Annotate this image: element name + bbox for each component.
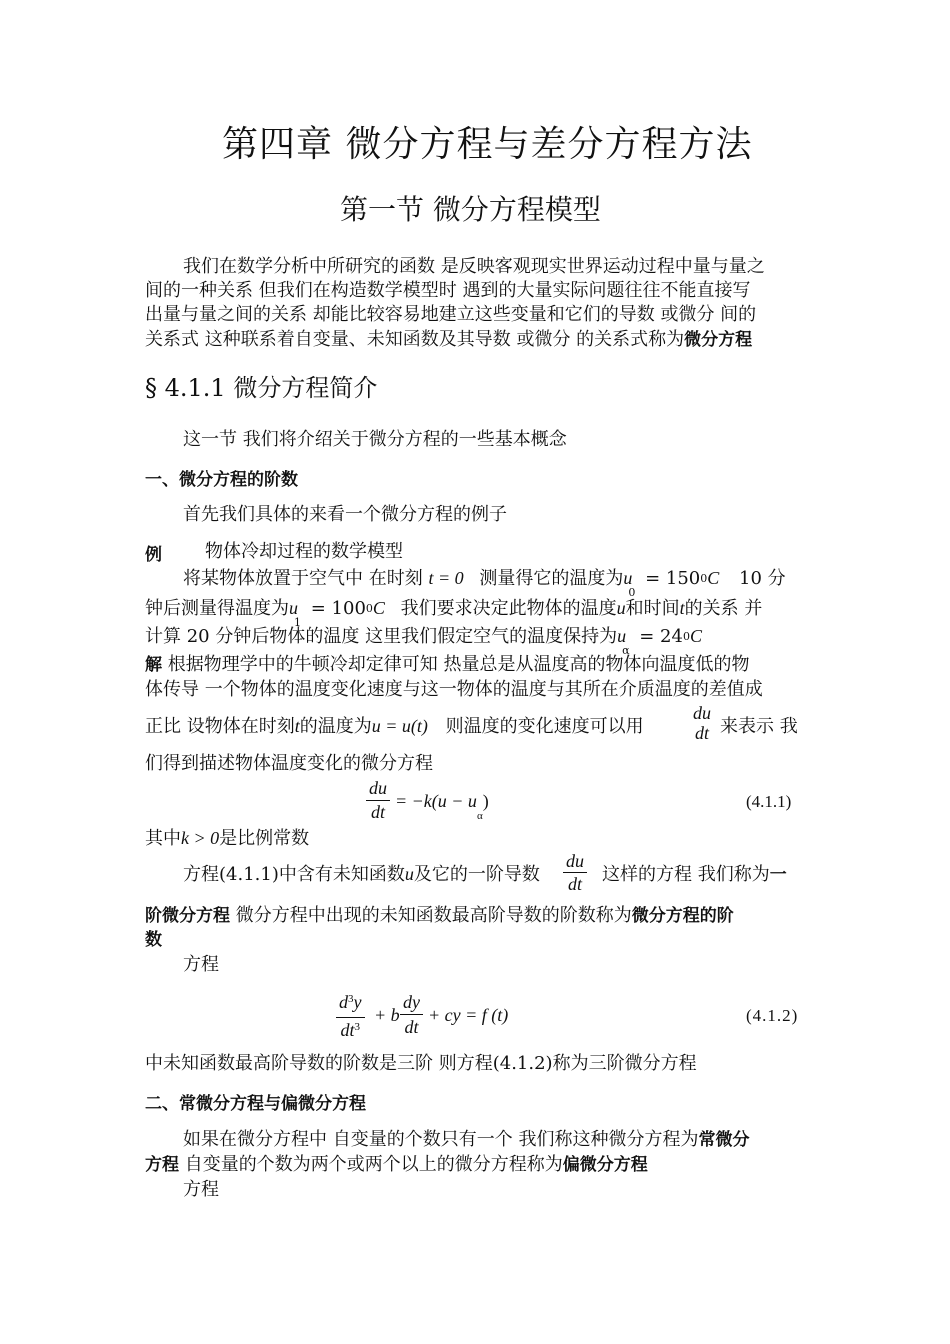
order-line-1-text-a: 方程(4.1.1)中含有未知函数 [183, 864, 405, 885]
intro-line-1: 我们在数学分析中所研究的函数 是反映客观现实世界运动过程中量与量之 [183, 256, 765, 277]
order-line-1-text-b: 及它的一阶导数 [413, 864, 540, 885]
subsection-title: § 4.1.1 微分方程简介 [145, 374, 378, 402]
intro-line-2: 间的一种关系 但我们在构造数学模型时 遇到的大量实际问题往往不能直接写 [145, 280, 751, 301]
solution-line-3-text-b: 的温度为 [299, 716, 372, 737]
formula-t-zero: t = 0 [428, 568, 464, 588]
eq2-label: 方程 [183, 954, 219, 975]
eq1-close-paren: ) [482, 791, 489, 811]
formula-u1-sub: 1 [294, 616, 301, 629]
order-line-2 [145, 903, 734, 929]
eq1-numerator: du [369, 778, 387, 798]
eq1-number: (4.1.1) [746, 792, 792, 811]
fraction-denominator: dt [694, 723, 709, 743]
ode-line-2 [145, 1152, 648, 1178]
term-first-order-a: 一 [769, 865, 787, 885]
term-ode-b: 方程 [145, 1155, 179, 1175]
chapter-title: 第四章 微分方程与差分方程方法 [222, 124, 753, 165]
example-line-1 [183, 566, 786, 599]
formula-u0-value: = 150 [645, 568, 701, 589]
formula-u-alpha-value: = 24 [639, 626, 683, 647]
eq2-numerator-2: dy [403, 992, 420, 1012]
ode-line-2-text: 自变量的个数为两个或两个以上的微分方程称为 [184, 1154, 563, 1175]
eq2-after: 中未知函数最高阶导数的阶数是三阶 则方程(4.1.2)称为三阶微分方程 [145, 1053, 697, 1074]
solution-line-1 [145, 652, 749, 678]
intro-line-4-text: 关系式 这种联系着自变量、未知函数及其导数 或微分 的关系式称为 [145, 329, 685, 350]
ode-line-1-text: 如果在微分方程中 自变量的个数只有一个 我们称这种微分方程为 [183, 1129, 699, 1150]
order-line-3 [145, 927, 162, 953]
where-text-b: 是比例常数 [219, 828, 310, 849]
formula-u-alpha-unit: C [689, 626, 702, 646]
section-title: 第一节 微分方程模型 [340, 193, 601, 226]
example-line-2-text-d: 的关系 并 [684, 598, 763, 619]
last-line: 方程 [183, 1179, 219, 1200]
term-order-b: 数 [145, 930, 162, 950]
formula-u1-degree: 0 [365, 602, 373, 615]
fraction-bar-2 [563, 872, 587, 873]
intro-line-3: 出量与量之间的关系 却能比较容易地建立这些变量和它们的导数 或微分 间的 [145, 304, 757, 325]
eq2-fraction-bar-2 [400, 1014, 423, 1015]
formula-u0-unit: C [707, 568, 720, 588]
eq2-plus-b-text: + b [374, 1005, 400, 1025]
formula-u-of-t: u = u(t) [371, 716, 428, 736]
eq1-fraction [366, 778, 390, 823]
formula-u0: u [623, 568, 633, 588]
solution-line-2: 体传导 一个物体的温度变化速度与这一物体的温度与其所在介质温度的差值成 [145, 679, 763, 700]
order-line-1-text-c: 这样的方程 我们称为 [602, 864, 770, 885]
eq2-d1-dt: dt [340, 1020, 355, 1040]
example-line-3 [145, 624, 702, 657]
eq2-fraction-1 [336, 991, 365, 1044]
example-title: 物体冷却过程的数学模型 [205, 541, 403, 562]
example-line-1-text-b: 测量得它的温度为 [479, 568, 624, 589]
term-pde: 偏微分方程 [562, 1155, 648, 1175]
eq2-n1-d: d [339, 992, 348, 1012]
fraction-du-dt-inline [690, 703, 714, 743]
order-line-1-end [602, 862, 787, 888]
eq2-denominator-2: dt [404, 1017, 419, 1037]
eq2-n1-y: y [353, 992, 362, 1012]
solution-label: 解 [145, 655, 162, 675]
eq1-fraction-bar [366, 800, 390, 801]
eq2-rest [428, 1003, 508, 1028]
example-line-1-text-c: 10 分 [739, 568, 786, 589]
formula-u1-value: = 100 [310, 598, 366, 619]
heading-order: 一、微分方程的阶数 [145, 470, 298, 490]
eq2-numerator-1 [336, 991, 365, 1016]
intro-line-4 [145, 327, 752, 353]
term-order-a: 微分方程的阶 [631, 906, 734, 926]
eq2-d1-sup: 3 [354, 1021, 360, 1033]
eq2-plus-b [374, 1003, 400, 1028]
solution-line-4: 们得到描述物体温度变化的微分方程 [145, 753, 433, 774]
formula-u1-unit: C [372, 598, 385, 618]
solution-line-3-end: 来表示 我 [720, 716, 798, 737]
formula-u-alpha: u [617, 626, 627, 646]
example-intro: 首先我们具体的来看一个微分方程的例子 [183, 504, 507, 525]
solution-line-3 [145, 714, 644, 739]
example-line-1-text-a: 将某物体放置于空气中 在时刻 [183, 568, 423, 589]
formula-u0-degree: 0 [700, 572, 708, 585]
eq2-fraction-bar-1 [336, 1017, 365, 1018]
example-line-2 [145, 596, 763, 629]
eq2-denominator-1 [336, 1019, 365, 1044]
eq2-fraction-2 [400, 991, 423, 1038]
eq1-subscript: α [476, 810, 483, 822]
ode-line-1 [183, 1127, 749, 1153]
example-line-2-text-c: 和时间 [625, 598, 680, 619]
term-ode-a: 常微分 [698, 1130, 750, 1150]
example-label: 例 [145, 545, 162, 565]
eq2-n1-sup: 3 [348, 993, 354, 1005]
eq1-denominator: dt [370, 802, 385, 822]
formula-u: u [616, 598, 626, 618]
term-differential-equation: 微分方程 [684, 330, 753, 350]
where-line [145, 826, 309, 851]
formula-u-2: u [404, 864, 414, 884]
solution-line-1-text: 根据物理学中的牛顿冷却定律可知 热量总是从温度高的物体向温度低的物 [167, 654, 750, 675]
where-text-a: 其中 [145, 828, 181, 849]
solution-line-3-text-c: 则温度的变化速度可以用 [445, 716, 644, 737]
eq1-rhs [395, 789, 489, 822]
order-line-1 [183, 862, 540, 887]
eq2-number: (4.1.2) [746, 1006, 799, 1025]
example-line-2-text-a: 钟后测量得温度为 [145, 598, 289, 619]
example-line-3-text: 计算 20 分钟后物体的温度 这里我们假定空气的温度保持为 [145, 626, 618, 647]
formula-t-2: t [294, 716, 300, 736]
fraction-denominator-2: dt [567, 874, 582, 894]
fraction-du-dt-order [563, 851, 587, 894]
order-line-2-text: 微分方程中出现的未知函数最高阶导数的阶数称为 [235, 905, 632, 926]
heading-ode-pde: 二、常微分方程与偏微分方程 [145, 1094, 366, 1114]
sub-intro: 这一节 我们将介绍关于微分方程的一些基本概念 [183, 429, 567, 450]
fraction-numerator-2: du [566, 851, 584, 871]
formula-k-positive: k > 0 [181, 828, 220, 848]
fraction-numerator: du [693, 703, 711, 723]
solution-line-3-text-a: 正比 设物体在时刻 [145, 716, 295, 737]
formula-u1: u [289, 598, 298, 618]
example-line-2-text-b: 我们要求决定此物体的温度 [400, 598, 617, 619]
term-first-order-b: 阶微分方程 [145, 906, 230, 926]
eq2-rest-text: + cy = f (t) [428, 1005, 509, 1025]
formula-u-alpha-degree: 0 [682, 630, 690, 643]
formula-u0-sub: 0 [628, 586, 636, 599]
eq1-rhs-text: = −k(u − u [395, 791, 477, 811]
formula-t: t [679, 598, 685, 618]
formula-u-alpha-sub: α [622, 644, 630, 657]
